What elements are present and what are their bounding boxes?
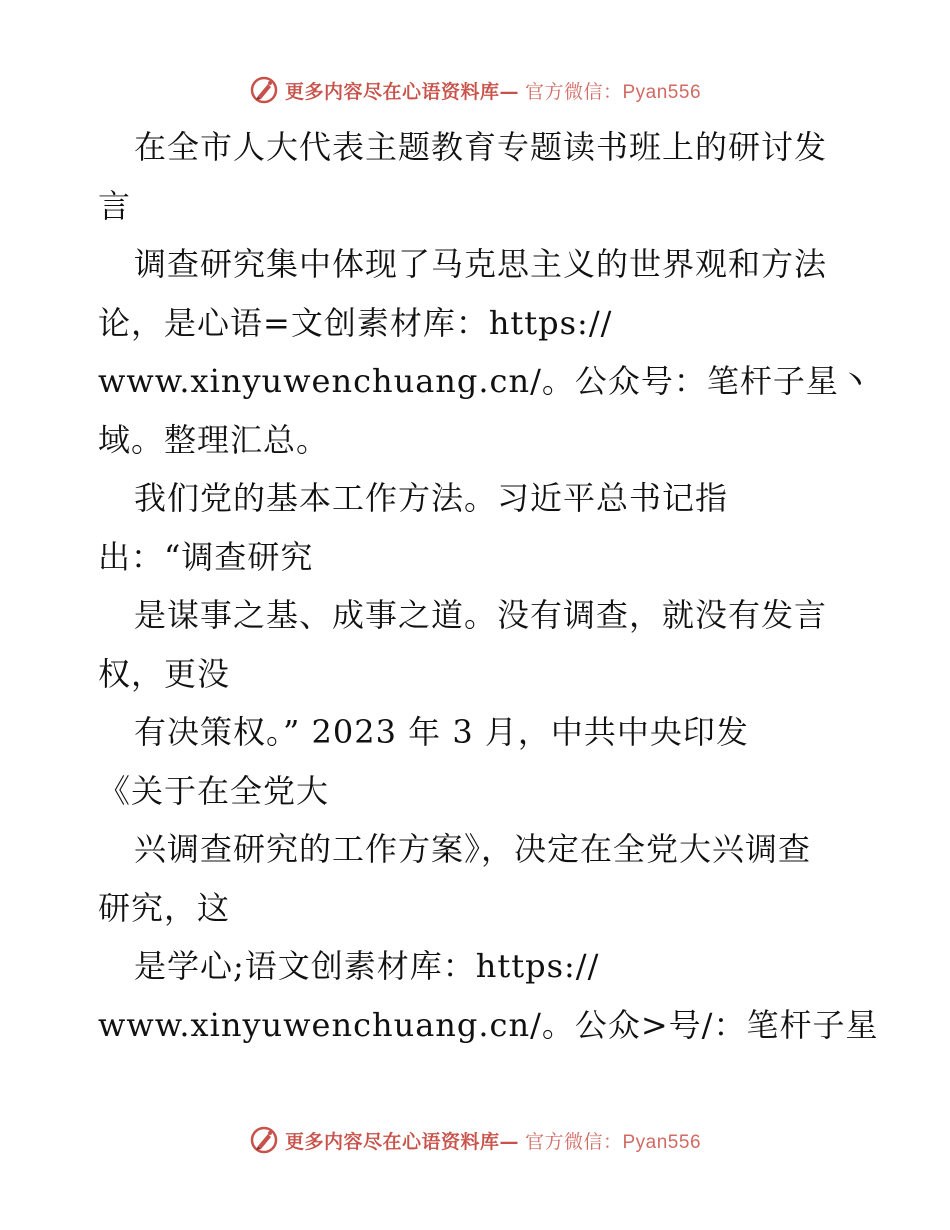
body-line: www.xinyuwenchuang.cn/。公众号：笔杆子星丶 [98,362,872,400]
body-line: 在全市人大代表主题教育专题读书班上的研讨发 [134,128,828,166]
body-line: 调查研究集中体现了马克思主义的世界观和方法 [134,245,828,283]
footer-banner-main-text: 更多内容尽在心语资料库— [284,1130,519,1153]
body-line: 言 [98,186,132,225]
header-banner-main-text: 更多内容尽在心语资料库— [284,80,519,103]
body-line: 出：“调查研究 [98,537,314,576]
body-line: 我们党的基本工作方法。习近平总书记指 [134,479,729,517]
body-line: 论，是心语=文创素材库：https:// [98,303,613,342]
footer-banner-sub-text: 官方微信：Pyan556 [525,1131,702,1153]
body-line: 研究，这 [98,888,231,927]
header-banner-sub-text: 官方微信：Pyan556 [525,81,702,103]
body-line: www.xinyuwenchuang.cn/。公众>号/：笔杆子星 [98,1005,879,1044]
footer-banner-inner [249,1125,701,1155]
document-body [98,118,879,1054]
body-line: 《关于在全党大 [98,771,330,810]
header-banner-inner [249,75,701,105]
header-banner [0,70,950,110]
body-line: 是谋事之基、成事之道。没有调查，就没有发言 [134,596,828,634]
body-line: 权，更没 [98,654,231,693]
body-line: 是学心;语文创素材库：https:// [134,947,600,985]
footer-banner [0,1120,950,1160]
pen-logo-icon [249,75,279,105]
body-line: 兴调查研究的工作方案》，决定在全党大兴调查 [134,830,812,868]
pen-logo-icon [249,1125,279,1155]
body-line: 域。整理汇总。 [98,420,330,459]
body-line: 有决策权。” 2023 年 3 月，中共中央印发 [134,713,749,751]
